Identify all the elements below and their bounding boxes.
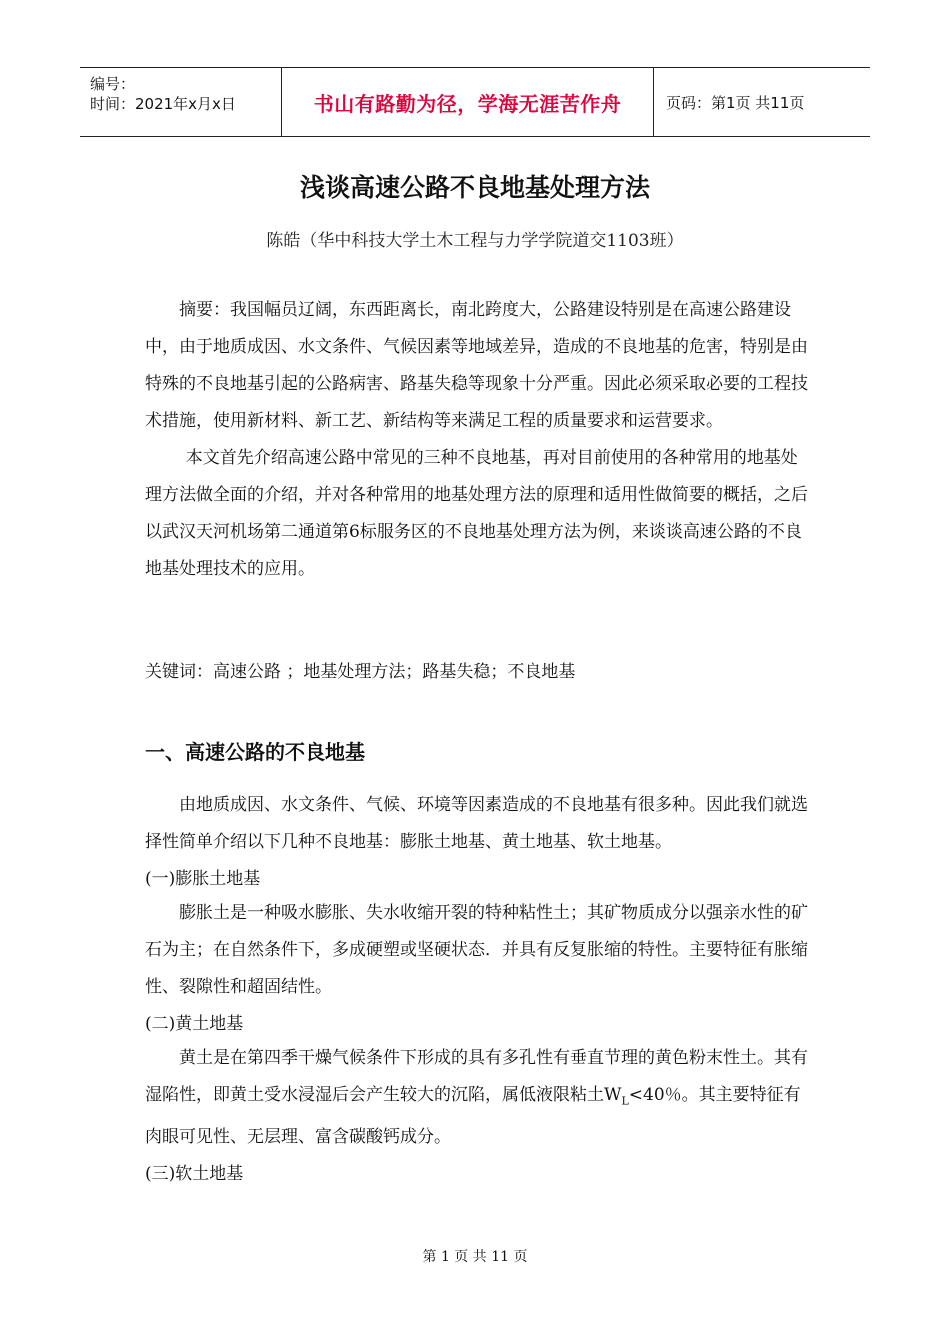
section-heading: 一、高速公路的不良地基 bbox=[145, 740, 365, 764]
page-footer: 第 1 页 共 11 页 bbox=[422, 1249, 528, 1265]
header-page-info-cell bbox=[654, 68, 870, 136]
subsection-text-2-end: <40％。其主要特征有肉眼可见性、无层理、富含碳酸钙成分。 bbox=[145, 1085, 801, 1148]
subsection-text-2 bbox=[145, 1040, 810, 1156]
subsection-text-1: 膨胀土是一种吸水膨胀、失水收缩开裂的特种粘性土；其矿物质成分以强亲水性的矿石为主；在自然条件下，多成硬塑或坚硬状态．并具有反复胀缩的特性。主要特征有胀缩性、裂隙性和超固结性。 bbox=[145, 903, 808, 997]
abstract-paragraph-2: 本文首先介绍高速公路中常见的三种不良地基，再对目前使用的各种常用的地基处理方法做全面的介绍，并对各种常用的地基处理方法的原理和适用性做简要的概括，之后以武汉天河机场第二通道第6标服务区的不良地基处理方法为例，来谈谈高速公路的不良地基处理技术的应用。 bbox=[145, 448, 808, 579]
subsection-title-3: (三)软土地基 bbox=[145, 1164, 244, 1185]
document-title: 浅谈高速公路不良地基处理方法 bbox=[299, 173, 650, 202]
subsection-title-2: (二)黄土地基 bbox=[145, 1014, 244, 1034]
number-label: 编号： bbox=[90, 75, 136, 93]
header-motto-cell bbox=[282, 68, 654, 136]
subscript-l: L bbox=[621, 1094, 629, 1108]
section-body bbox=[145, 787, 810, 1190]
time-label: 时间：2021年x月x日 bbox=[90, 95, 236, 113]
abstract bbox=[145, 292, 810, 588]
page-info: 页码：第1页 共11页 bbox=[666, 93, 805, 112]
section-intro: 由地质成因、水文条件、气候、环境等因素造成的不良地基有很多种。因此我们就选择性简单介绍以下几种不良地基：膨胀土地基、黄土地基、软土地基。 bbox=[145, 795, 808, 852]
document-header bbox=[80, 67, 870, 137]
subsection-text-2-main: 黄土是在第四季干燥气候条件下形成的具有多孔性有垂直节理的黄色粉末性土。其有湿陷性，即黄土受水浸湿后会产生较大的沉陷，属低液限粘土W bbox=[145, 1048, 808, 1105]
header-meta bbox=[80, 68, 282, 136]
motto: 书山有路勤为径，学海无涯苦作舟 bbox=[313, 91, 622, 116]
author-line: 陈皓（华中科技大学土木工程与力学学院道交1103班） bbox=[266, 231, 684, 251]
subsection-title-1: (一)膨胀土地基 bbox=[145, 869, 261, 889]
abstract-paragraph-1: 摘要：我国幅员辽阔，东西距离长，南北跨度大，公路建设特别是在高速公路建设中，由于地质成因、水文条件、气候因素等地域差异，造成的不良地基的危害，特别是由特殊的不良地基引起的公路病害、路基失稳等现象十分严重。因此必须采取必要的工程技术措施，使用新材料、新工艺、新结构等来满足工程的质量要求和运营要求。 bbox=[145, 300, 808, 431]
keywords: 关键词：高速公路 ；地基处理方法；路基失稳；不良地基 bbox=[145, 662, 576, 682]
